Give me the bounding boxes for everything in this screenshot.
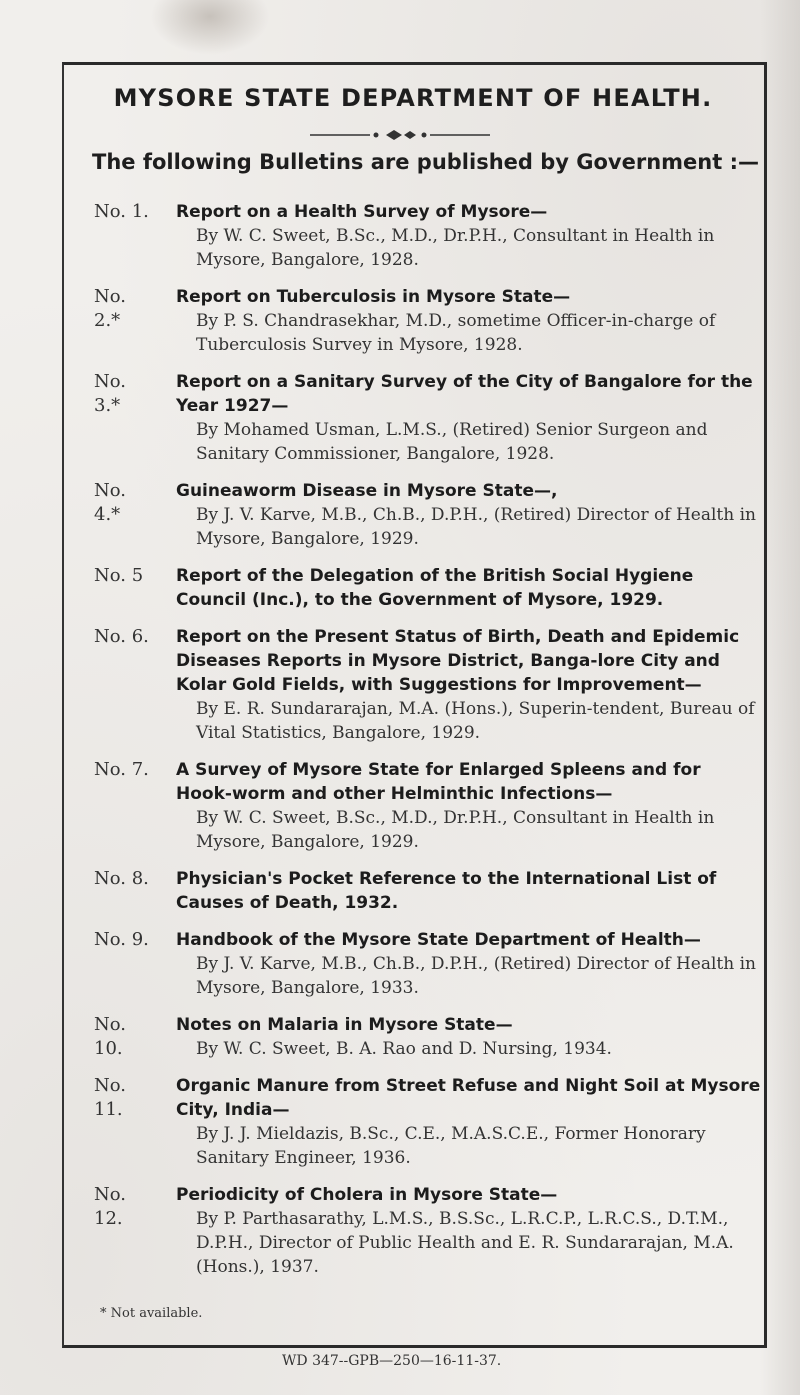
bulletin-number: No. 4.*: [94, 480, 126, 525]
paper-stain: [150, 0, 270, 55]
bulletin-entry-10: [94, 1013, 762, 1061]
bulletin-entry-11: [94, 1074, 762, 1170]
bulletin-title: Report of the Delegation of the British Social Hygiene Council (Inc.), to the Government of Mysore, 1929.: [176, 566, 694, 610]
bulletin-title: Periodicity of Cholera in Mysore State—: [176, 1185, 558, 1205]
bulletin-entry-8: [94, 867, 762, 915]
bulletin-entry-5: [94, 564, 762, 612]
bulletin-title: Physician's Pocket Reference to the International List of Causes of Death, 1932.: [176, 869, 717, 913]
ornament-rule-icon: [310, 125, 490, 145]
bulletin-number: No. 10.: [94, 1014, 126, 1059]
bulletin-entry-4: [94, 479, 762, 551]
bulletin-title: Report on Tuberculosis in Mysore State—: [176, 287, 571, 307]
bulletin-title: A Survey of Mysore State for Enlarged Spleens and for Hook-worm and other Helminthic Infections—: [176, 760, 701, 804]
bulletin-title: Report on a Health Survey of Mysore—: [176, 202, 548, 222]
bulletin-author: By E. R. Sundararajan, M.A. (Hons.), Superin-tendent, Bureau of Vital Statistics, Bangalore, 1929.: [196, 699, 755, 743]
bulletin-entry-3: [94, 370, 762, 466]
bulletin-author: By W. C. Sweet, B.Sc., M.D., Dr.P.H., Consultant in Health in Mysore, Bangalore, 1929.: [196, 808, 715, 852]
bulletin-author: By Mohamed Usman, L.M.S., (Retired) Senior Surgeon and Sanitary Commissioner, Bangalore, 1928.: [196, 420, 708, 464]
bulletin-author: By W. C. Sweet, B.Sc., M.D., Dr.P.H., Consultant in Health in Mysore, Bangalore, 1928.: [196, 226, 715, 270]
bulletin-title: Organic Manure from Street Refuse and Night Soil at Mysore City, India—: [176, 1076, 761, 1120]
bulletin-title: Guineaworm Disease in Mysore State—,: [176, 481, 558, 501]
bulletin-author: By J. V. Karve, M.B., Ch.B., D.P.H., (Retired) Director of Health in Mysore, Bangalore, 1933.: [196, 954, 756, 998]
bulletin-title: Handbook of the Mysore State Department of Health—: [176, 930, 701, 950]
bulletin-number: No. 5: [94, 565, 144, 586]
printer-imprint: WD 347--GPB—250—16-11-37.: [282, 1353, 502, 1369]
bulletin-entry-12: [94, 1183, 762, 1279]
bulletin-author: By J. J. Mieldazis, B.Sc., C.E., M.A.S.C.E., Former Honorary Sanitary Engineer, 1936.: [196, 1124, 706, 1168]
bulletin-title: Report on the Present Status of Birth, Death and Epidemic Diseases Reports in Mysore District, Banga-lore City and Kolar Gold Fields, with Suggestions for Improvement—: [176, 627, 740, 695]
bulletin-author: By P. Parthasarathy, L.M.S., B.S.Sc., L.R.C.P., L.R.C.S., D.T.M., D.P.H., Director of Public Health and E. R. Sundararajan, M.A. (Hons.), 1937.: [196, 1209, 734, 1277]
bulletin-title: Notes on Malaria in Mysore State—: [176, 1015, 513, 1035]
intro-text: The following Bulletins are published by Government :—: [92, 150, 759, 174]
bulletin-entry-1: [94, 200, 762, 272]
bulletin-entry-7: [94, 758, 762, 854]
bulletin-author: By P. S. Chandrasekhar, M.D., sometime Officer-in-charge of Tuberculosis Survey in Mysore, 1928.: [196, 311, 716, 355]
page-title: MYSORE STATE DEPARTMENT OF HEALTH.: [113, 84, 713, 112]
footnote: * Not available.: [100, 1306, 203, 1321]
bulletin-list: [94, 200, 762, 1292]
bulletin-number: No. 8.: [94, 868, 149, 889]
bulletin-entry-9: [94, 928, 762, 1000]
bulletin-author: By J. V. Karve, M.B., Ch.B., D.P.H., (Retired) Director of Health in Mysore, Bangalore, 1929.: [196, 505, 756, 549]
bulletin-number: No. 7.: [94, 759, 149, 780]
bulletin-number: No. 1.: [94, 201, 149, 222]
bulletin-author: By W. C. Sweet, B. A. Rao and D. Nursing, 1934.: [196, 1039, 612, 1059]
bulletin-number: No. 6.: [94, 626, 149, 647]
bulletin-number: No. 3.*: [94, 371, 126, 416]
bulletin-entry-2: [94, 285, 762, 357]
bulletin-number: No. 2.*: [94, 286, 126, 331]
bulletin-number: No. 11.: [94, 1075, 126, 1120]
bulletin-title: Report on a Sanitary Survey of the City of Bangalore for the Year 1927—: [176, 372, 753, 416]
bulletin-number: No. 12.: [94, 1184, 126, 1229]
bulletin-entry-6: [94, 625, 762, 745]
bulletin-number: No. 9.: [94, 929, 149, 950]
